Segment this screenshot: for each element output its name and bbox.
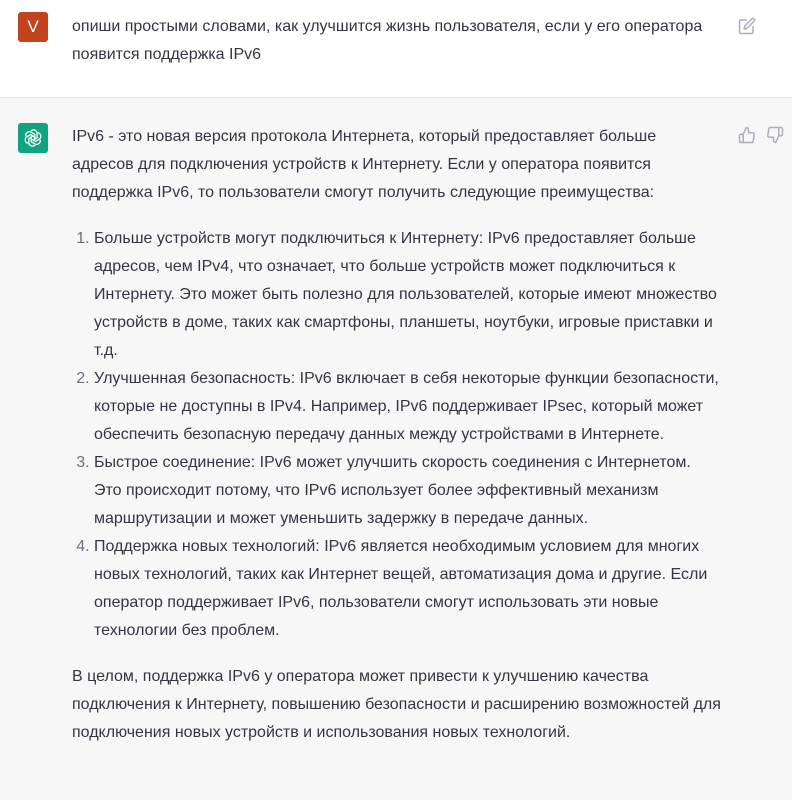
user-message-block — [0, 0, 792, 98]
edit-icon[interactable] — [738, 17, 756, 35]
answer-intro: IPv6 - это новая версия протокола Интернета, который предоставляет больше адресов для подключения устройств к Интернету. Если у оператора появится поддержка IPv6, то пользователи смогут получить следующие преимущества: — [72, 128, 657, 201]
user-message-text: опиши простыми словами, как улучшится жизнь пользователя, если у его оператора появится поддержка IPv6 — [72, 18, 703, 63]
list-item: 3. Быстрое соединение: IPv6 может улучшить скорость соединения с Интернетом. Это происходит потому, что IPv6 использует более эффективный механизм маршрутизации и может уменьшить задержку в передаче данных. — [94, 449, 722, 533]
list-item: 4. Поддержка новых технологий: IPv6 является необходимым условием для многих новых технологий, таких как Интернет вещей, автоматизация дома и другие. Если оператор поддерживает IPv6, пользователи смогут использовать эти новые технологии без проблем. — [94, 533, 722, 645]
assistant-message-block — [0, 98, 792, 800]
list-item: 1. Больше устройств могут подключиться к Интернету: IPv6 предоставляет больше адресов, чем IPv4, что означает, что больше устройств может подключиться к Интернету. Это может быть полезно для пользователей, которые имеют множество устройств в доме, таких как смартфоны, планшеты, ноутбуки, игровые приставки и т.д. — [94, 225, 722, 365]
assistant-avatar — [18, 123, 48, 153]
feedback-buttons — [738, 126, 788, 146]
benefits-list — [72, 225, 722, 645]
thumbs-down-icon[interactable] — [766, 126, 784, 144]
thumbs-up-icon[interactable] — [738, 126, 756, 144]
answer-conclusion: В целом, поддержка IPv6 у оператора может привести к улучшению качества подключения к Интернету, повышению безопасности и расширению возможностей для подключения новых устройств и использования новых технологий. — [72, 668, 721, 741]
user-avatar: V — [18, 12, 48, 42]
assistant-answer — [72, 123, 722, 747]
openai-logo-icon — [23, 128, 43, 148]
list-item: 2. Улучшенная безопасность: IPv6 включает в себя некоторые функции безопасности, которые не доступны в IPv4. Например, IPv6 поддерживает IPsec, который может обеспечить безопасную передачу данных между устройствами в Интернете. — [94, 365, 722, 449]
